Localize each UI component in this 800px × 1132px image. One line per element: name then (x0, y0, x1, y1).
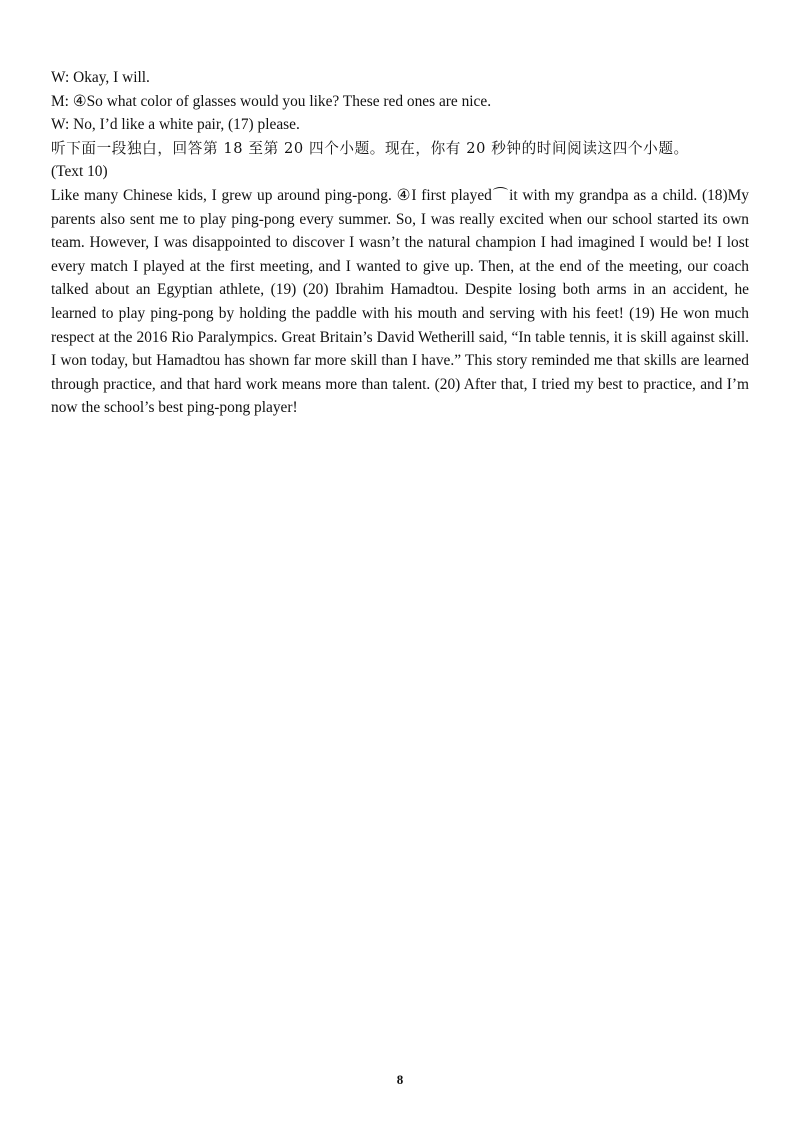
page-number: 8 (396, 1072, 404, 1087)
dialogue-line-man-glasses: M: ④So what color of glasses would you like? These red ones are nice. (51, 92, 492, 110)
document-body (51, 66, 749, 420)
text-label: (Text 10) (51, 163, 108, 181)
dialogue-line-woman-okay: W: Okay, I will. (51, 69, 150, 86)
monologue-paragraph: Like many Chinese kids, I grew up around ping-pong. ④I first played⌒it with my grandpa as a child. (18)My parents also sent me to play ping-pong every summer. So, I was really excited when our school started its own team. However, I was disappointed to discover I wasn’t the natural champion I had imagined I would be! I lost every match I played at the first meeting, and I wanted to give up. Then, at the end of the meeting, our coach talked about an Egyptian athlete, (19) (20) Ibrahim Hamadtou. Despite losing both arms in an accident, he learned to play ping-pong by holding the paddle with his mouth and serving with his feet! (19) He won much respect at the 2016 Rio Paralympics. Great Britain’s David Wetherill said, “In table tennis, it is skill against skill. I won today, but Hamadtou has shown far more skill than I have.” This story reminded me that skills are learned through practice, and that hard work means more than talent. (20) After that, I tried my best to practice, and I’m now the school’s best ping-pong player! (51, 186, 749, 417)
dialogue-line-woman-white-pair: W: No, I’d like a white pair, (17) please. (51, 116, 300, 134)
listening-instruction: 听下面一段独白，回答第 18 至第 20 四个小题。现在，你有 20 秒钟的时间阅读这四个小题。 (51, 139, 689, 157)
